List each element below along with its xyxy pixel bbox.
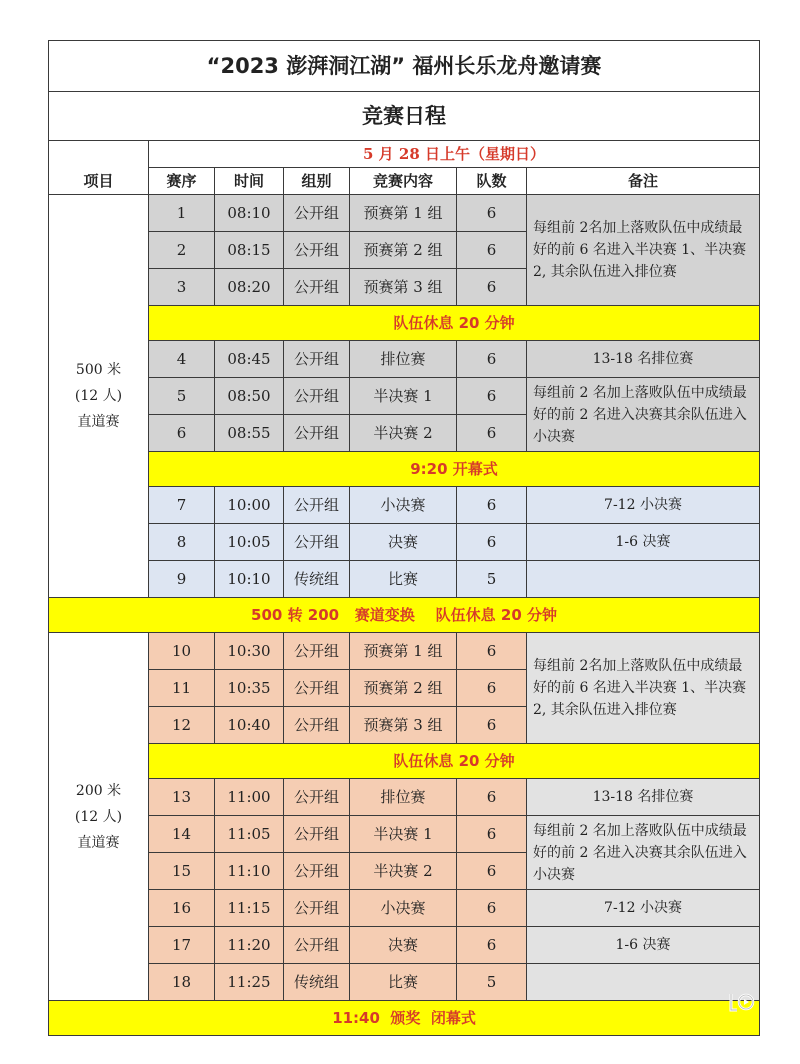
break-bar: 队伍休息 20 分钟 — [149, 306, 760, 341]
content-cell: 预赛第 3 组 — [350, 707, 457, 744]
table-row — [49, 964, 760, 1001]
project-label: 500 米 (12 人) 直道赛 — [74, 362, 123, 430]
table-row — [49, 487, 760, 524]
date-header: 5 月 28 日上午（星期日） — [149, 141, 760, 168]
header-teams: 队数 — [457, 168, 527, 195]
break-bar: 队伍休息 20 分钟 — [149, 744, 760, 779]
header-content: 竞赛内容 — [350, 168, 457, 195]
group-cell: 公开组 — [284, 195, 350, 232]
seq-cell: 7 — [149, 487, 215, 524]
table-row — [49, 890, 760, 927]
table-row — [49, 816, 760, 853]
time-cell: 10:05 — [215, 524, 284, 561]
content-cell: 半决赛 1 — [350, 816, 457, 853]
seq-cell: 12 — [149, 707, 215, 744]
time-cell: 11:10 — [215, 853, 284, 890]
content-cell: 预赛第 3 组 — [350, 269, 457, 306]
teams-cell: 6 — [457, 487, 527, 524]
table-row — [49, 524, 760, 561]
blank-cell — [49, 141, 149, 168]
time-cell: 10:30 — [215, 633, 284, 670]
time-cell: 10:35 — [215, 670, 284, 707]
time-cell: 10:40 — [215, 707, 284, 744]
group-cell: 公开组 — [284, 927, 350, 964]
teams-cell: 6 — [457, 232, 527, 269]
teams-cell: 6 — [457, 890, 527, 927]
teams-cell: 6 — [457, 415, 527, 452]
group-cell: 公开组 — [284, 378, 350, 415]
content-cell: 决赛 — [350, 524, 457, 561]
seq-cell: 16 — [149, 890, 215, 927]
seq-cell: 3 — [149, 269, 215, 306]
note-final: 1-6 决赛 — [527, 524, 760, 561]
table-row — [49, 341, 760, 378]
note-ranking: 13-18 名排位赛 — [527, 341, 760, 378]
header-group: 组别 — [284, 168, 350, 195]
time-cell: 08:10 — [215, 195, 284, 232]
table-row — [49, 378, 760, 415]
time-cell: 11:25 — [215, 964, 284, 1001]
content-cell: 半决赛 1 — [350, 378, 457, 415]
content-cell: 小决赛 — [350, 487, 457, 524]
table-row — [49, 561, 760, 598]
content-cell: 决赛 — [350, 927, 457, 964]
header-seq: 赛序 — [149, 168, 215, 195]
teams-cell: 6 — [457, 816, 527, 853]
note-small-final: 7-12 小决赛 — [527, 890, 760, 927]
seq-cell: 11 — [149, 670, 215, 707]
group-cell: 公开组 — [284, 415, 350, 452]
table-row — [49, 195, 760, 232]
project-label: 200 米 (12 人) 直道赛 — [74, 782, 123, 851]
teams-cell: 6 — [457, 927, 527, 964]
time-cell: 10:10 — [215, 561, 284, 598]
seq-cell: 4 — [149, 341, 215, 378]
note-empty — [527, 561, 760, 598]
group-cell: 公开组 — [284, 890, 350, 927]
schedule-sheet — [48, 40, 759, 1027]
seq-cell: 14 — [149, 816, 215, 853]
group-cell: 公开组 — [284, 269, 350, 306]
group-cell: 公开组 — [284, 524, 350, 561]
video-logo-icon — [728, 990, 756, 1014]
teams-cell: 6 — [457, 195, 527, 232]
group-cell: 公开组 — [284, 670, 350, 707]
teams-cell: 6 — [457, 341, 527, 378]
seq-cell: 9 — [149, 561, 215, 598]
content-cell: 比赛 — [350, 561, 457, 598]
note-semi: 每组前 2 名加上落败队伍中成绩最好的前 2 名进入决赛其余队伍进入小决赛 — [527, 816, 760, 890]
note-ranking: 13-18 名排位赛 — [527, 779, 760, 816]
note-empty — [527, 964, 760, 1001]
teams-cell: 5 — [457, 964, 527, 1001]
group-cell: 传统组 — [284, 561, 350, 598]
note-semi: 每组前 2 名加上落败队伍中成绩最好的前 2 名进入决赛其余队伍进入小决赛 — [527, 378, 760, 452]
time-cell: 11:00 — [215, 779, 284, 816]
note-small-final: 7-12 小决赛 — [527, 487, 760, 524]
seq-cell: 5 — [149, 378, 215, 415]
seq-cell: 18 — [149, 964, 215, 1001]
document-title: “2023 澎湃洞江湖” 福州长乐龙舟邀请赛 — [49, 41, 760, 92]
time-cell: 08:45 — [215, 341, 284, 378]
teams-cell: 6 — [457, 378, 527, 415]
content-cell: 排位赛 — [350, 779, 457, 816]
group-cell: 公开组 — [284, 853, 350, 890]
teams-cell: 6 — [457, 269, 527, 306]
note-prelim: 每组前 2名加上落败队伍中成绩最好的前 6 名进入半决赛 1、半决赛 2, 其余队伍进入排位赛 — [527, 195, 760, 306]
seq-cell: 1 — [149, 195, 215, 232]
closing-bar: 11:40 颁奖 闭幕式 — [49, 1001, 760, 1036]
group-cell: 公开组 — [284, 633, 350, 670]
teams-cell: 6 — [457, 707, 527, 744]
group-cell: 公开组 — [284, 341, 350, 378]
group-cell: 公开组 — [284, 707, 350, 744]
opening-bar: 9:20 开幕式 — [149, 452, 760, 487]
seq-cell: 13 — [149, 779, 215, 816]
project-500m — [49, 195, 149, 598]
table-row — [49, 779, 760, 816]
teams-cell: 5 — [457, 561, 527, 598]
project-200m — [49, 633, 149, 1001]
teams-cell: 6 — [457, 670, 527, 707]
time-cell: 10:00 — [215, 487, 284, 524]
content-cell: 小决赛 — [350, 890, 457, 927]
teams-cell: 6 — [457, 633, 527, 670]
content-cell: 半决赛 2 — [350, 853, 457, 890]
seq-cell: 15 — [149, 853, 215, 890]
content-cell: 预赛第 1 组 — [350, 633, 457, 670]
note-prelim: 每组前 2名加上落败队伍中成绩最好的前 6 名进入半决赛 1、半决赛 2, 其余队伍进入排位赛 — [527, 633, 760, 744]
seq-cell: 8 — [149, 524, 215, 561]
group-cell: 公开组 — [284, 232, 350, 269]
seq-cell: 2 — [149, 232, 215, 269]
group-cell: 传统组 — [284, 964, 350, 1001]
time-cell: 11:15 — [215, 890, 284, 927]
header-time: 时间 — [215, 168, 284, 195]
teams-cell: 6 — [457, 779, 527, 816]
seq-cell: 10 — [149, 633, 215, 670]
note-final: 1-6 决赛 — [527, 927, 760, 964]
time-cell: 08:15 — [215, 232, 284, 269]
content-cell: 比赛 — [350, 964, 457, 1001]
time-cell: 11:05 — [215, 816, 284, 853]
group-cell: 公开组 — [284, 487, 350, 524]
time-cell: 08:55 — [215, 415, 284, 452]
teams-cell: 6 — [457, 853, 527, 890]
content-cell: 预赛第 2 组 — [350, 232, 457, 269]
group-cell: 公开组 — [284, 779, 350, 816]
schedule-table — [48, 40, 760, 1036]
schedule-subtitle: 竞赛日程 — [49, 92, 760, 141]
table-row — [49, 633, 760, 670]
table-row — [49, 927, 760, 964]
time-cell: 08:50 — [215, 378, 284, 415]
teams-cell: 6 — [457, 524, 527, 561]
content-cell: 排位赛 — [350, 341, 457, 378]
switch-bar: 500 转 200 赛道变换 队伍休息 20 分钟 — [49, 598, 760, 633]
content-cell: 预赛第 1 组 — [350, 195, 457, 232]
header-project: 项目 — [49, 168, 149, 195]
header-notes: 备注 — [527, 168, 760, 195]
time-cell: 11:20 — [215, 927, 284, 964]
time-cell: 08:20 — [215, 269, 284, 306]
seq-cell: 6 — [149, 415, 215, 452]
content-cell: 半决赛 2 — [350, 415, 457, 452]
group-cell: 公开组 — [284, 816, 350, 853]
content-cell: 预赛第 2 组 — [350, 670, 457, 707]
seq-cell: 17 — [149, 927, 215, 964]
